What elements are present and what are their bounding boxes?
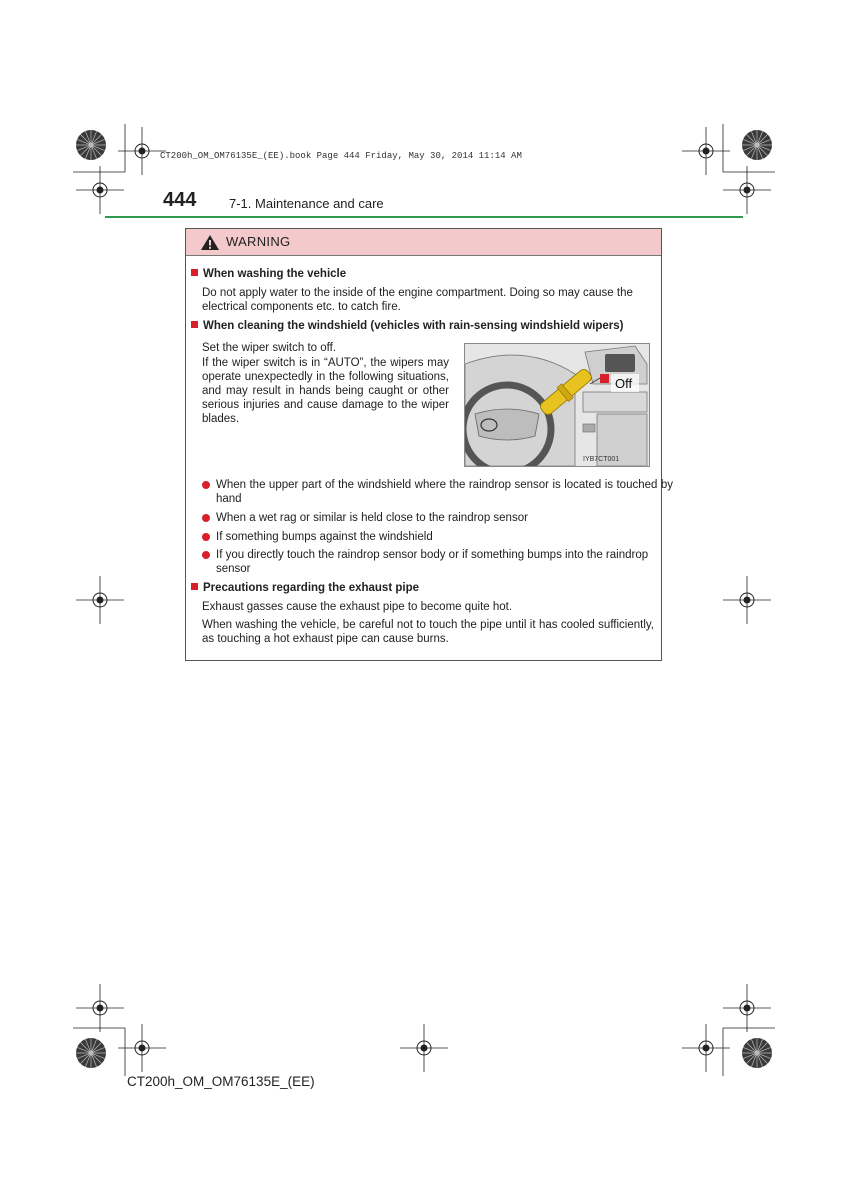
windshield-text: If the wiper switch is in “AUTO”, the wipers may operate unexpectedly in the following situations, and may result in hands being caught or other serious injuries and cause damage to the wiper blades. (202, 357, 449, 425)
warning-label: WARNING (226, 234, 291, 249)
warning-box (185, 228, 673, 661)
wiper-switch-figure (464, 343, 650, 467)
warning-header (186, 229, 661, 256)
square-bullet-icon (191, 321, 198, 328)
dashboard-illustration (465, 344, 649, 466)
exhaust-heading-row (191, 581, 419, 595)
warning-triangle-icon (200, 234, 220, 251)
bullet-dot-icon (202, 551, 210, 559)
bullet-item: If something bumps against the windshield (202, 530, 673, 544)
washing-heading: When washing the vehicle (203, 268, 347, 280)
footer-code: CT200h_OM_OM76135E_(EE) (127, 1074, 315, 1089)
bullet-item: When the upper part of the windshield where the raindrop sensor is located is touched by hand (202, 478, 673, 506)
square-bullet-icon (191, 583, 198, 590)
bullet-item: If you directly touch the raindrop sensor body or if something bumps into the raindrop sensor (202, 548, 673, 576)
bullet-dot-icon (202, 481, 210, 489)
windshield-heading-row (191, 319, 661, 333)
washing-heading-row (191, 267, 346, 281)
page-number: 444 (163, 189, 197, 211)
square-bullet-icon (191, 269, 198, 276)
exhaust-heading: Precautions regarding the exhaust pipe (203, 582, 419, 594)
exhaust-text-2: When washing the vehicle, be careful not to touch the pipe until it has cooled sufficiently, as touching a hot exhaust pipe can cause burns. (202, 619, 654, 645)
section-title: 7-1. Maintenance and care (229, 196, 384, 211)
bullet-dot-icon (202, 533, 210, 541)
bullet-item: When a wet rag or similar is held close to the raindrop sensor (202, 511, 673, 525)
washing-text: Do not apply water to the inside of the engine compartment. Doing so may cause the electrical components etc. to catch fire. (202, 287, 633, 313)
off-label: Off (615, 376, 633, 391)
figure-code: IYB7CT001 (583, 456, 620, 463)
windshield-line1: Set the wiper switch to off. (202, 342, 337, 354)
bullet-dot-icon (202, 514, 210, 522)
exhaust-text-1: Exhaust gasses cause the exhaust pipe to become quite hot. (202, 601, 513, 613)
windshield-heading: When cleaning the windshield (vehicles with rain-sensing windshield wipers) (203, 320, 624, 332)
print-header: CT200h_OM_OM76135E_(EE).book Page 444 Friday, May 30, 2014 11:14 AM (160, 151, 522, 161)
header-rule (105, 216, 743, 218)
